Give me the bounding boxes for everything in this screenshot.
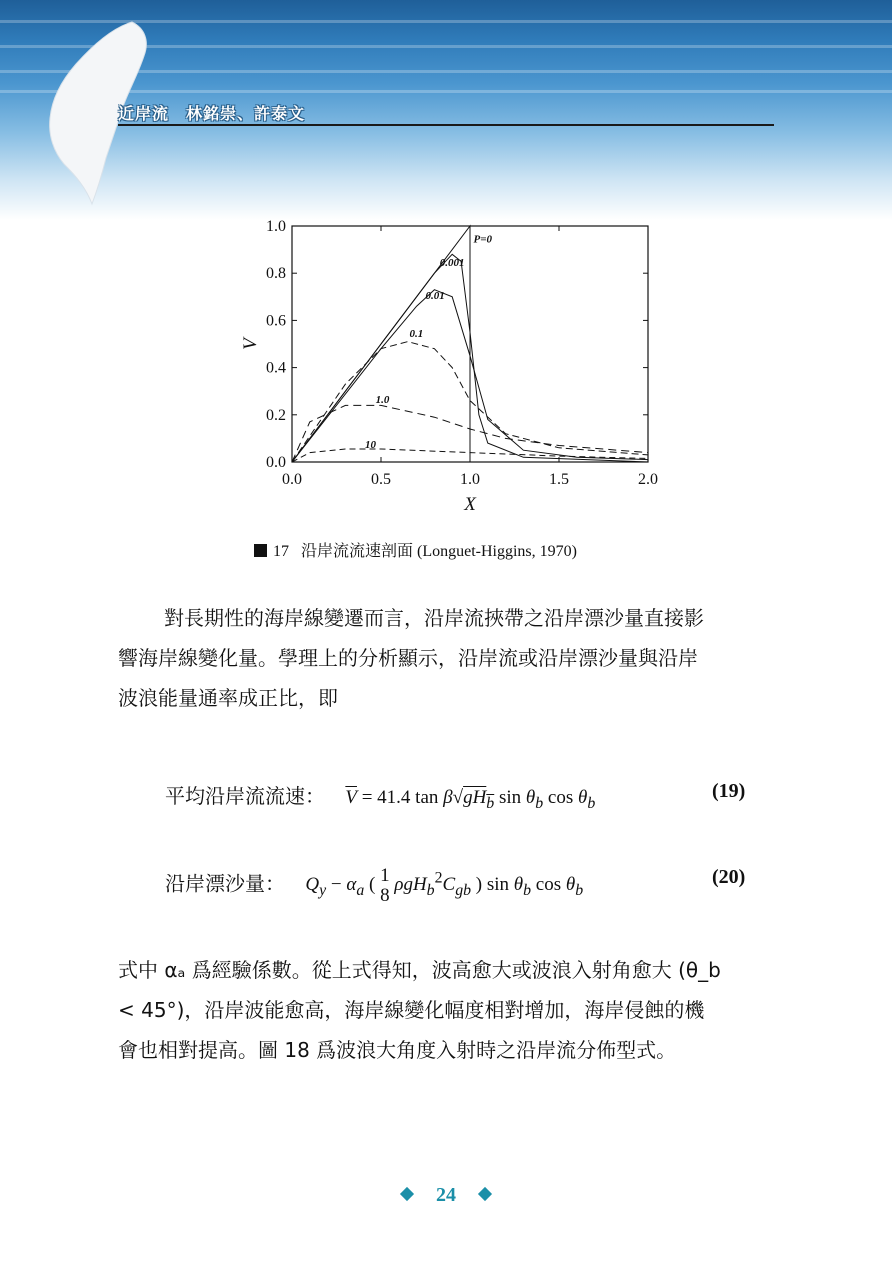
caption-number: 17 [273,543,289,560]
y-tick-label: 1.0 [266,218,286,235]
y-tick-label: 0.2 [266,406,286,424]
equation-19 [165,780,595,813]
page-number: 24 [436,1184,456,1206]
y-axis-label: V [240,338,261,350]
paragraph-line: 對長期性的海岸線變遷而言，沿岸流挾帶之沿岸漂沙量直接影 [164,606,704,630]
series-line-P=0 [292,226,648,462]
velocity-profile-chart [236,212,666,522]
series-label: 0.001 [439,257,465,270]
y-tick-label: 0.0 [266,454,286,471]
x-tick-label: 2.0 [638,471,658,488]
header-title: 近岸流 林銘崇、許泰文 [118,104,306,123]
x-tick-label: 1.5 [549,471,569,488]
equation-20-formula: $Q_y - \alpha_a$ ( 1 8 $\rho gH_b^2C_{gb}$ ) $\sin \theta_b$ $\cos \theta_b$ [305,865,584,906]
caption-text: 沿岸流流速剖面 (Longuet-Higgins, 1970) [301,543,577,560]
page-footer [0,1184,892,1207]
series-label: 1.0 [375,394,390,406]
x-tick-label: 1.0 [460,471,480,488]
series-label: 10 [364,438,376,451]
diamond-icon [400,1187,414,1201]
x-axis-label: X [464,494,476,515]
equation-20-label: 沿岸漂沙量： [165,871,285,896]
figure-caption [254,538,577,561]
paragraph-line: 會也相對提高。圖 18 爲波浪大角度入射時之沿岸流分佈型式。 [118,1038,677,1062]
header-rule [118,124,774,126]
series-label: 0.01 [425,290,445,303]
series-label: P=0 [473,233,493,246]
diamond-icon [478,1187,492,1201]
x-tick-label: 0.0 [282,471,302,488]
equation-20 [165,866,583,906]
equation-19-number: (19) [712,780,746,802]
paragraph-1 [118,598,778,718]
y-tick-label: 0.8 [266,265,286,283]
paragraph-line: 波浪能量通率成正比，即 [118,686,338,710]
paragraph-2 [118,950,778,1070]
equation-19-label: 平均沿岸流流速： [165,784,325,808]
paragraph-line: 響海岸線變化量。學理上的分析顯示，沿岸流或沿岸漂沙量與沿岸 [118,646,698,670]
y-tick-label: 0.4 [266,359,286,377]
paragraph-line: < 45°)，沿岸波能愈高，海岸線變化幅度相對增加，海岸侵蝕的機 [118,998,705,1022]
x-tick-label: 0.5 [371,471,391,488]
y-tick-label: 0.6 [266,312,286,330]
equation-19-formula: $\overline{V} = 41.4$ $\tan \beta√gH_b$ $\sin \theta_b$ $\cos \theta_b$ [345,787,596,812]
caption-marker [254,544,267,557]
paragraph-line: 式中 αₐ 爲經驗係數。從上式得知，波高愈大或波浪入射角愈大 (θ_b [118,958,721,982]
series-label: 0.1 [409,327,424,340]
equation-20-number: (20) [712,866,746,888]
